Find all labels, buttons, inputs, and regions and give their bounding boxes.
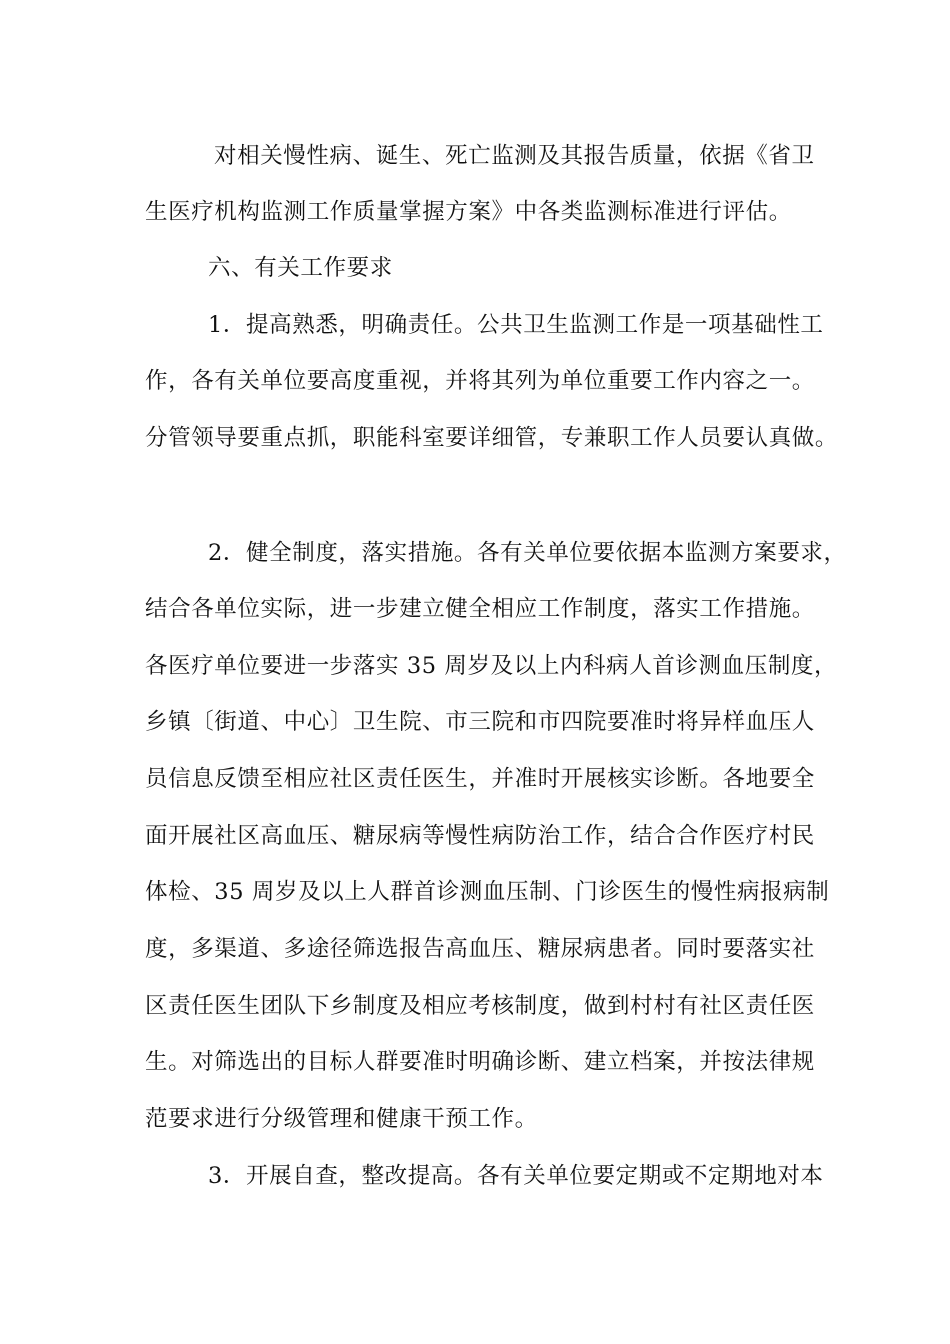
paragraph-line-18: 3．开展自查，整改提高。各有关单位要定期或不定期地对本 (208, 1163, 824, 1189)
paragraph-line-7: 2．健全制度，落实措施。各有关单位要依据本监测方案要求， (208, 540, 847, 566)
section-heading: 六、有关工作要求 (208, 255, 393, 281)
paragraph-line-12: 面开展社区高血压、糖尿病等慢性病防治工作，结合合作医疗村民 (145, 823, 815, 849)
paragraph-line-14: 度，多渠道、多途径筛选报告高血压、糖尿病患者。同时要落实社 (145, 936, 815, 962)
paragraph-line-8: 结合各单位实际，进一步建立健全相应工作制度，落实工作措施。 (145, 596, 815, 622)
paragraph-line-6: 分管领导要重点抓，职能科室要详细管，专兼职工作人员要认真做。 (145, 425, 839, 451)
paragraph-line-13: 体检、35 周岁及以上人群首诊测血压制、门诊医生的慢性病报病制 (145, 879, 830, 905)
paragraph-line-5: 作，各有关单位要高度重视，并将其列为单位重要工作内容之一。 (145, 368, 815, 394)
paragraph-line-1: 对相关慢性病、诞生、死亡监测及其报告质量，依据《省卫 (214, 143, 815, 169)
paragraph-line-4: 1．提高熟悉，明确责任。公共卫生监测工作是一项基础性工 (208, 312, 824, 338)
paragraph-line-17: 范要求进行分级管理和健康干预工作。 (145, 1106, 538, 1132)
paragraph-line-15: 区责任医生团队下乡制度及相应考核制度，做到村村有社区责任医 (145, 993, 815, 1019)
paragraph-line-2: 生医疗机构监测工作质量掌握方案》中各类监测标准进行评估。 (145, 199, 792, 225)
paragraph-line-11: 员信息反馈至相应社区责任医生，并准时开展核实诊断。各地要全 (145, 766, 815, 792)
paragraph-line-10: 乡镇〔街道、中心〕卫生院、市三院和市四院要准时将异样血压人 (145, 709, 815, 735)
paragraph-line-16: 生。对筛选出的目标人群要准时明确诊断、建立档案，并按法律规 (145, 1049, 815, 1075)
paragraph-line-9: 各医疗单位要进一步落实 35 周岁及以上内科病人首诊测血压制度， (145, 653, 838, 679)
